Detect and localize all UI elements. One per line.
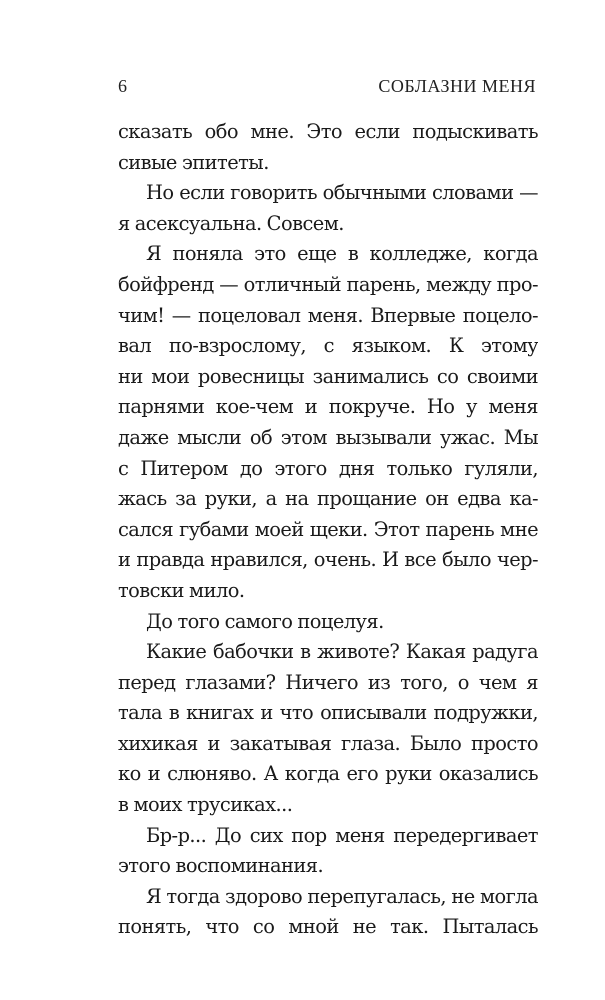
text-line: товски мило.: [118, 578, 245, 602]
text-line: хихикая и закатывая глаза. Было просто: [118, 731, 538, 755]
text-line: ко и слюняво. А когда его руки оказались: [118, 762, 538, 786]
text-line: сивые эпитеты.: [118, 150, 269, 174]
text-line: жась за руки, а на прощание он едва ка-: [118, 487, 538, 511]
text-line: и правда нравился, очень. И все было чер-: [118, 548, 538, 572]
text-line: сался губами моей щеки. Этот парень мне: [118, 517, 538, 541]
text-line: вал по-взрослому, с языком. К этому: [118, 334, 538, 358]
text-line: Но если говорить обычными словами —: [146, 181, 538, 205]
text-line: бойфренд — отличный парень, между про-: [118, 272, 538, 296]
text-line: Бр-р... До сих пор меня передергивает: [146, 823, 538, 847]
text-line: я асексуальна. Совсем.: [118, 211, 344, 235]
text-line: понять, что со мной не так. Пыталась: [118, 915, 538, 939]
text-line: Я поняла это еще в колледже, когда: [146, 242, 538, 266]
text-line: перед глазами? Ничего из того, о чем я: [118, 670, 538, 694]
text-line: с Питером до этого дня только гуляли,: [118, 456, 538, 480]
body-text: [118, 117, 538, 943]
text-line: этого воспоминания.: [118, 854, 324, 878]
text-line: До того самого поцелуя.: [146, 609, 384, 633]
text-line: чим! — поцеловал меня. Впервые поцело-: [118, 303, 538, 327]
text-line: ни мои ровесницы занимались со своими: [118, 364, 538, 388]
text-line: сказать обо мне. Это если подыскивать: [118, 120, 538, 143]
text-line: парнями кое-чем и покруче. Но у меня: [118, 395, 538, 419]
text-line: даже мысли об этом вызывали ужас. Мы: [118, 425, 538, 449]
text-line: тала в книгах и что описывали подружки,: [118, 701, 538, 725]
text-line: в моих трусиках...: [118, 793, 293, 817]
page-header: [118, 76, 536, 100]
page-number: 6: [118, 76, 127, 96]
running-title: СОБЛАЗНИ МЕНЯ: [378, 76, 536, 96]
text-line: Я тогда здорово перепугалась, не могла: [146, 884, 538, 908]
text-line: Какие бабочки в животе? Какая радуга: [146, 640, 538, 664]
